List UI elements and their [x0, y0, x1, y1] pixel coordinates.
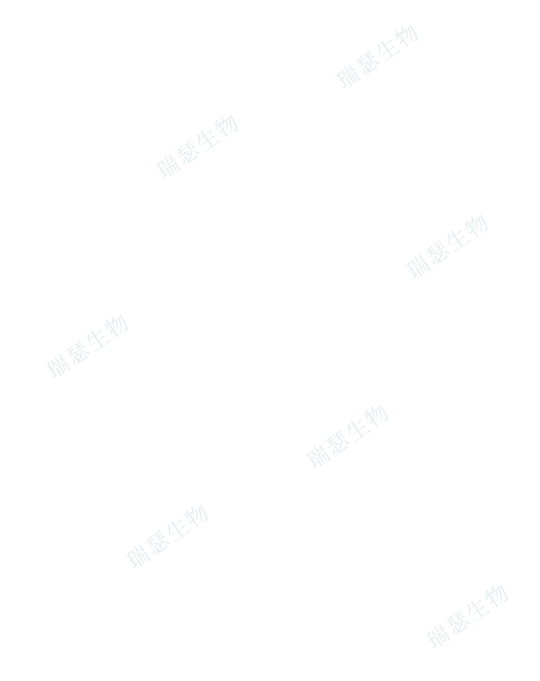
watermark: 瑞瑟生物	[402, 209, 496, 285]
watermark: 瑞瑟生物	[422, 579, 516, 655]
watermark: 瑞瑟生物	[332, 19, 426, 95]
watermark: 瑞瑟生物	[122, 499, 216, 575]
watermark: 瑞瑟生物	[152, 109, 246, 185]
watermark: 瑞瑟生物	[42, 309, 136, 385]
watermark: 瑞瑟生物	[302, 399, 396, 475]
